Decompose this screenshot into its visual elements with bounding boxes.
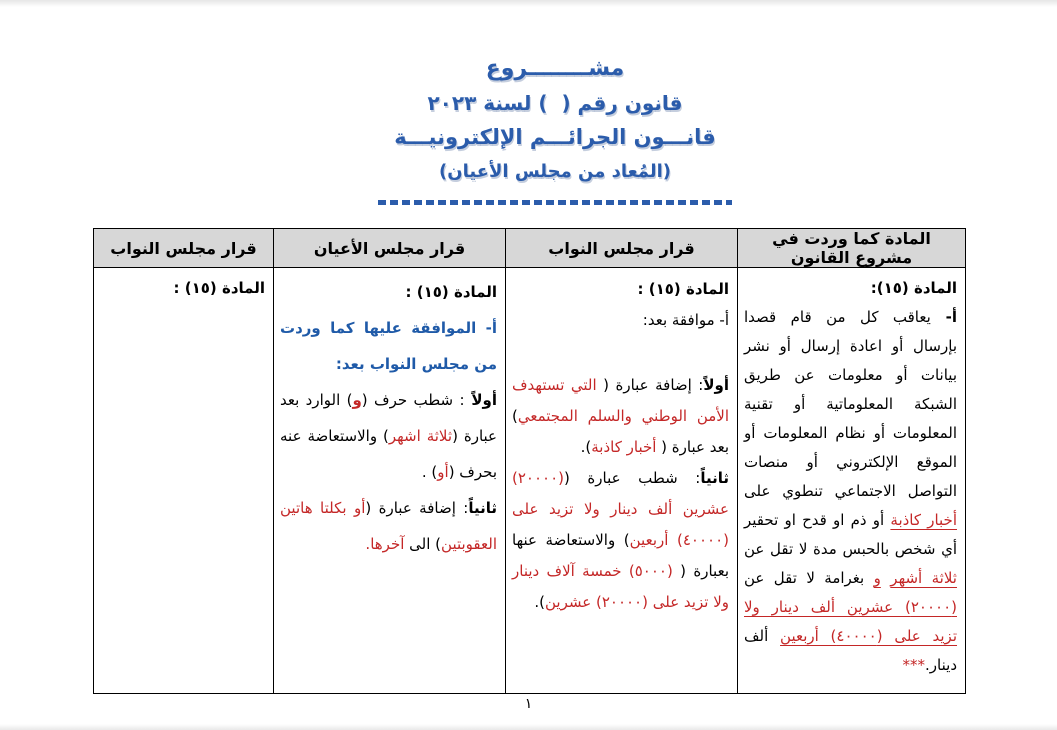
header-nuwab-decision-2: قرار مجلس النواب [94, 229, 274, 268]
paragraph [512, 463, 729, 618]
text-segment: ) . [421, 463, 438, 481]
header-nuwab-decision-1: قرار مجلس النواب [506, 229, 738, 268]
text-segment: آخرها. [365, 535, 405, 553]
table-header-row [94, 229, 966, 268]
cell-nuwab-decision-2 [94, 268, 274, 694]
title-line-returned-from-senate: (المُعاد من مجلس الأعيان) [439, 161, 671, 182]
paragraph [100, 274, 265, 303]
text-segment: ) الوارد بعد عبارة ( [280, 391, 497, 445]
text-segment: : إضافة عبارة ( [365, 499, 469, 517]
text-segment: المادة (١٥) : [637, 280, 729, 298]
page-number: ١ [524, 696, 533, 712]
text-segment: أخبار كاذبة [591, 438, 657, 456]
paragraph [512, 274, 729, 305]
text-segment: أولاً [703, 376, 729, 394]
paragraph [280, 310, 497, 382]
text-segment: ثانياً [700, 469, 729, 487]
document-title-block [352, 52, 758, 205]
paragraph [744, 303, 957, 680]
text-segment: و [352, 391, 362, 409]
header-ayan-decision: قرار مجلس الأعيان [274, 229, 506, 268]
text-segment: أخبار كاذبة [890, 511, 957, 529]
text-segment: ). [534, 593, 545, 611]
text-segment: أولاً [464, 391, 497, 409]
text-segment: ثانياً [468, 499, 497, 517]
law-comparison-table [93, 228, 966, 694]
text-segment: أو بكلتا هاتين العقوبتين [280, 499, 497, 553]
table-body-row [94, 268, 966, 694]
paragraph [280, 274, 497, 310]
dashed-separator [378, 200, 732, 205]
text-segment: ثلاثة أشهر [890, 569, 957, 587]
text-segment: أ- موافقة بعد: [642, 311, 729, 329]
paragraph [280, 490, 497, 562]
text-segment: أو [437, 463, 449, 481]
title-line-law-number: قانون رقم ( ) لسنة ٢٠٢٣ [427, 91, 683, 115]
text-segment: ). [580, 438, 592, 456]
cell-article-original-text [738, 268, 966, 694]
paragraph [280, 382, 497, 490]
text-segment: يعاقب كل من قام قصدا بإرسال أو اعادة إرسال أو نشر بيانات أو معلومات عن طريق الشبكة المعلوماتية أو تقنية المعلومات أو نظام المعلومات أو الموقع الإلكتروني أو منصات التواصل الاجتماعي تنطوي على [744, 308, 957, 500]
text-segment: أ- [930, 308, 958, 326]
text-segment: *** [902, 656, 926, 674]
text-segment: (٢٠٠٠٠) عشرين ألف دينار ولا تزيد على (٤٠٠٠٠) أربعين [744, 598, 958, 645]
text-segment: : إضافة عبارة ( [596, 376, 704, 394]
text-segment: : شطب حرف ( [361, 391, 465, 409]
text-segment: التي تستهدف الأمن الوطني والسلم المجتمعي [512, 376, 729, 425]
title-line-draft: مشــــــــروع [485, 56, 625, 81]
cell-ayan-decision [274, 268, 506, 694]
title-line-law-name: قانـــون الجرائـــم الإلكترونيـــة [394, 125, 716, 149]
text-segment: ) الى [404, 535, 442, 553]
text-segment: ) والاستعاضة عنه بحرف ( [280, 427, 497, 481]
page-bottom-edge [0, 724, 1057, 730]
text-segment: ألف دينار. [744, 627, 957, 674]
text-segment: (٢٠٠٠٠) عشرين ألف دينار ولا تزيد على (٤٠٠٠٠) أربعين [512, 469, 730, 549]
text-segment: أ- الموافقة عليها كما وردت من مجلس النواب بعد: [280, 319, 497, 373]
text-segment: المادة (١٥): [870, 279, 957, 297]
text-segment: بغرامة لا تقل عن [744, 569, 874, 587]
paragraph [512, 370, 729, 463]
text-segment: : شطب عبارة ( [564, 469, 701, 487]
header-article-as-in-draft: المادة كما وردت في مشروع القانون [738, 229, 966, 268]
text-segment: المادة (١٥) : [173, 279, 265, 297]
page-top-edge [0, 0, 1057, 7]
text-segment: المادة (١٥) : [405, 283, 497, 301]
text-segment: ثلاثة اشهر [388, 427, 453, 445]
text-segment: ) والاستعاضة عنها بعبارة ( [512, 531, 729, 580]
text-segment: (٥٠٠٠) خمسة آلاف دينار ولا تزيد على (٢٠٠٠٠) عشرين [512, 562, 729, 611]
text-segment [881, 569, 890, 587]
text-segment: و [873, 569, 881, 587]
paragraph [512, 305, 729, 336]
paragraph [744, 274, 957, 303]
cell-nuwab-decision-1 [506, 268, 738, 694]
text-segment: ) بعد عبارة ( [512, 407, 729, 456]
text-segment: أو ذم او قدح او تحقير أي شخص بالحبس مدة لا تقل عن [744, 511, 957, 558]
